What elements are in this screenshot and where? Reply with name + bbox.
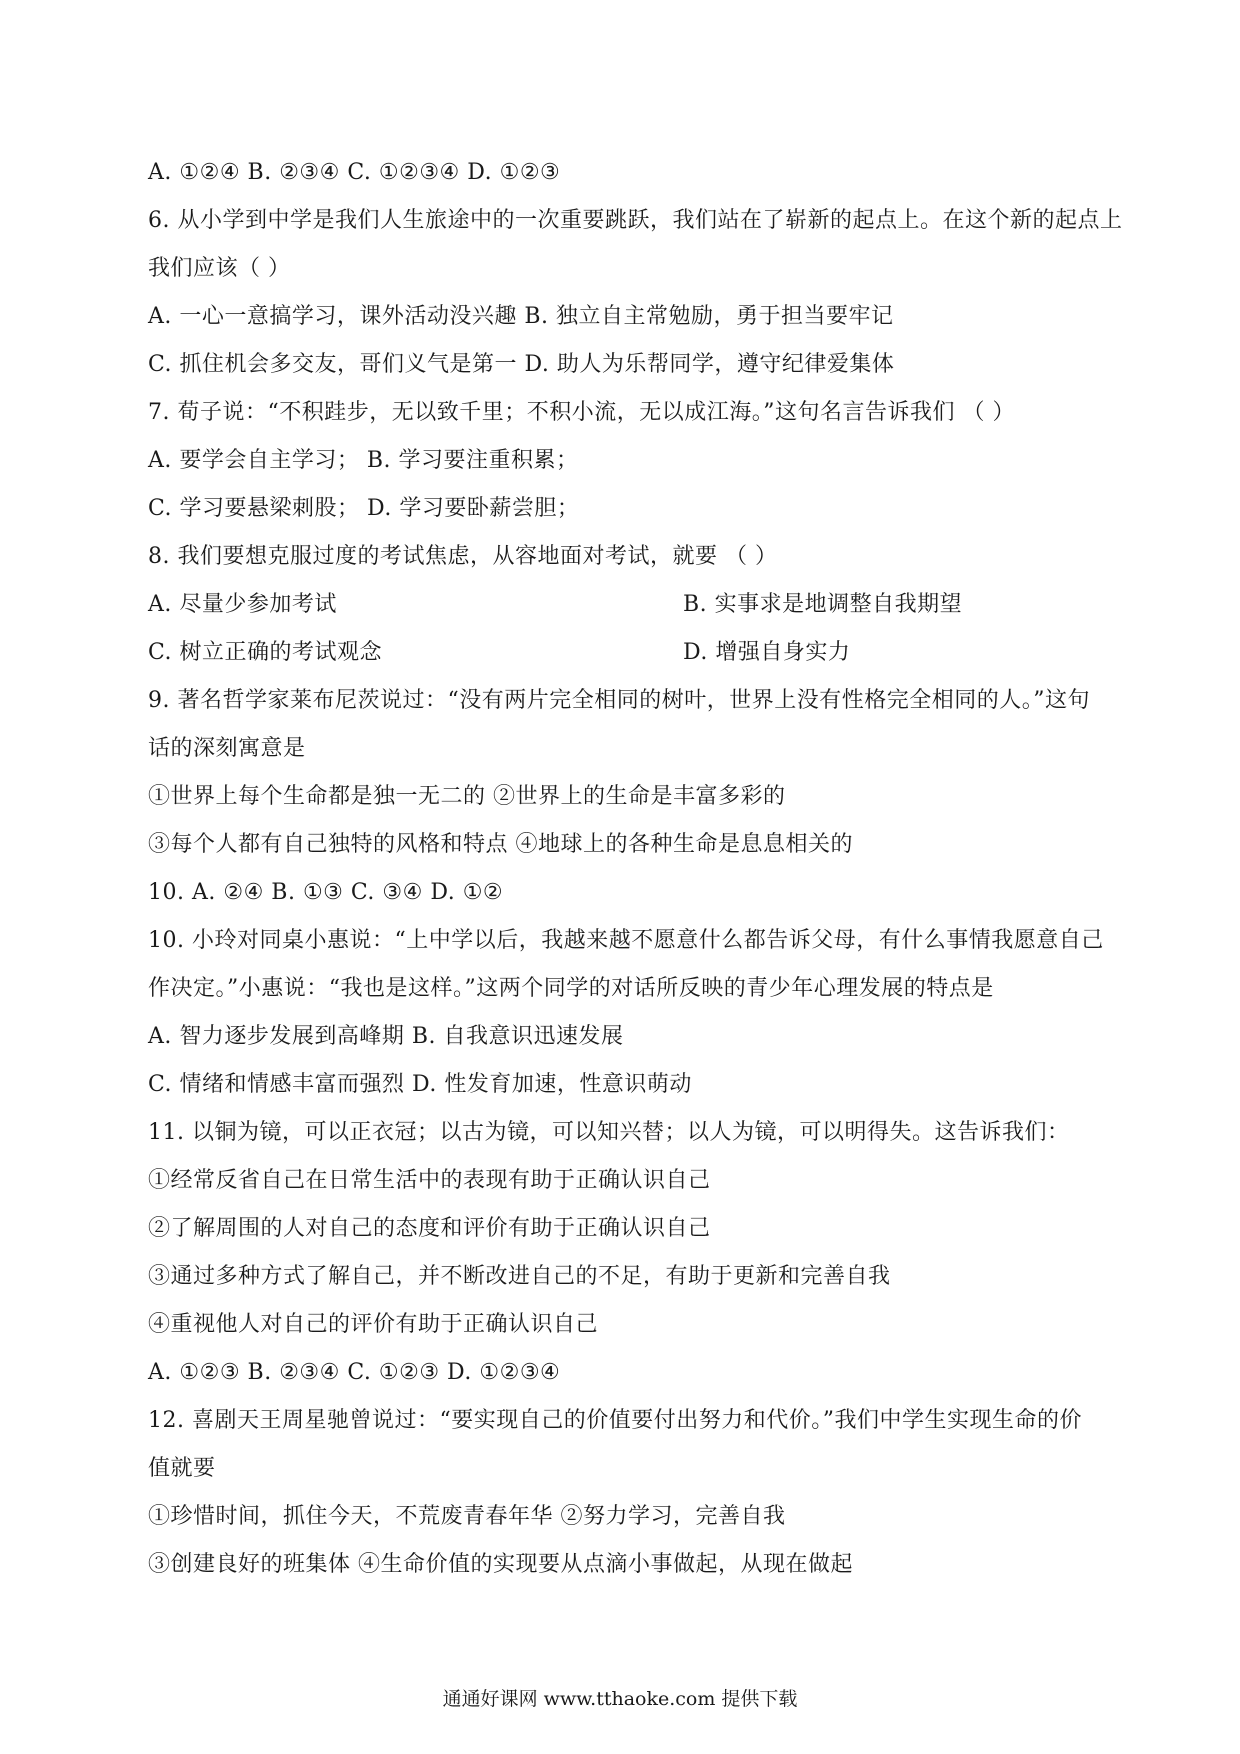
q7-stem: 7. 荀子说：“不积跬步，无以致千里；不积小流，无以成江海。”这句名言告诉我们 （ ） bbox=[148, 400, 1015, 425]
q12-stem-line-1: 12. 喜剧天王周星驰曾说过：“要实现自己的价值要付出努力和代价。”我们中学生实现生命的价 bbox=[148, 1408, 1082, 1433]
q12-statements-3-4: ③创建良好的班集体 ④生命价值的实现要从点滴小事做起，从现在做起 bbox=[148, 1552, 853, 1577]
q6-stem-line-2: 我们应该（ ） bbox=[148, 256, 291, 281]
q6-options-cd: C. 抓住机会多交友，哥们义气是第一 D. 助人为乐帮同学，遵守纪律爱集体 bbox=[148, 352, 895, 377]
q8-option-c: C. 树立正确的考试观念 bbox=[148, 640, 383, 665]
q7-options-cd: C. 学习要悬梁刺股； D. 学习要卧薪尝胆； bbox=[148, 496, 580, 521]
q12-statements-1-2: ①珍惜时间，抓住今天，不荒废青春年华 ②努力学习，完善自我 bbox=[148, 1504, 786, 1529]
q11-statement-2: ②了解周围的人对自己的态度和评价有助于正确认识自己 bbox=[148, 1216, 711, 1241]
q6-stem-line-1: 6. 从小学到中学是我们人生旅途中的一次重要跳跃，我们站在了崭新的起点上。在这个新的起点上 bbox=[148, 208, 1123, 233]
q8-option-b: B. 实事求是地调整自我期望 bbox=[683, 592, 963, 617]
q11-stem: 11. 以铜为镜，可以正衣冠；以古为镜，可以知兴替；以人为镜，可以明得失。这告诉我们： bbox=[148, 1120, 1070, 1145]
q10-stem-line-2: 作决定。”小惠说：“我也是这样。”这两个同学的对话所反映的青少年心理发展的特点是 bbox=[148, 976, 994, 1001]
q10-options-cd: C. 情绪和情感丰富而强烈 D. 性发育加速，性意识萌动 bbox=[148, 1072, 692, 1097]
q12-stem-line-2: 值就要 bbox=[148, 1456, 216, 1481]
q9-statements-1-2: ①世界上每个生命都是独一无二的 ②世界上的生命是丰富多彩的 bbox=[148, 784, 786, 809]
q9-statements-3-4: ③每个人都有自己独特的风格和特点 ④地球上的各种生命是息息相关的 bbox=[148, 832, 853, 857]
q9-stem-line-1: 9. 著名哲学家莱布尼茨说过：“没有两片完全相同的树叶，世界上没有性格完全相同的人。”这句 bbox=[148, 688, 1090, 713]
q10-stem-line-1: 10. 小玲对同桌小惠说：“上中学以后，我越来越不愿意什么都告诉父母，有什么事情我愿意自己 bbox=[148, 928, 1104, 953]
q10-options-ab: A. 智力逐步发展到高峰期 B. 自我意识迅速发展 bbox=[148, 1024, 624, 1049]
q11-statement-3: ③通过多种方式了解自己，并不断改进自己的不足，有助于更新和完善自我 bbox=[148, 1264, 891, 1289]
q9-answer-options: 10. A. ②④ B. ①③ C. ③④ D. ①② bbox=[148, 880, 504, 905]
q5-answer-options: A. ①②④ B. ②③④ C. ①②③④ D. ①②③ bbox=[148, 160, 561, 185]
q11-statement-4: ④重视他人对自己的评价有助于正确认识自己 bbox=[148, 1312, 599, 1337]
page-footer: 通通好课网 www.tthaoke.com 提供下载 bbox=[442, 1688, 798, 1710]
q8-options-row-2 bbox=[148, 638, 851, 668]
q8-option-a: A. 尽量少参加考试 bbox=[148, 592, 337, 617]
q8-stem: 8. 我们要想克服过度的考试焦虑，从容地面对考试，就要 （ ） bbox=[148, 544, 778, 569]
q8-options-row-1 bbox=[148, 590, 963, 620]
q7-options-ab: A. 要学会自主学习； B. 学习要注重积累； bbox=[148, 448, 579, 473]
q11-answer-options: A. ①②③ B. ②③④ C. ①②③ D. ①②③④ bbox=[148, 1360, 561, 1385]
q11-statement-1: ①经常反省自己在日常生活中的表现有助于正确认识自己 bbox=[148, 1168, 711, 1193]
q8-option-d: D. 增强自身实力 bbox=[683, 640, 851, 665]
q9-stem-line-2: 话的深刻寓意是 bbox=[148, 736, 306, 761]
q6-options-ab: A. 一心一意搞学习，课外活动没兴趣 B. 独立自主常勉励，勇于担当要牢记 bbox=[148, 304, 894, 329]
